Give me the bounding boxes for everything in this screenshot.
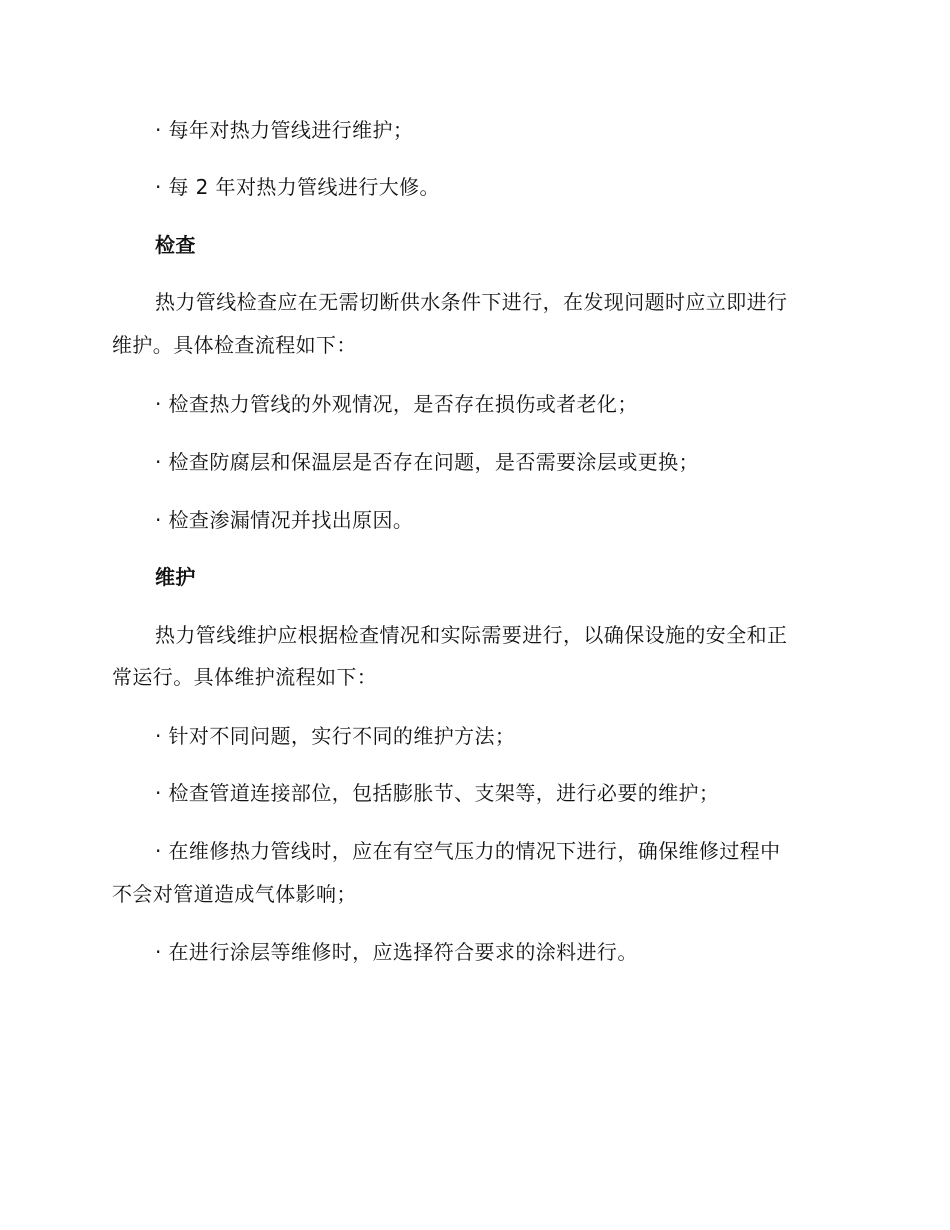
bullet-inspect-appearance: · 检查热力管线的外观情况，是否存在损伤或者老化； bbox=[155, 392, 638, 416]
paragraph-maintenance-line-2: 常运行。具体维护流程如下： bbox=[112, 665, 378, 689]
bullet-inspect-leakage: · 检查渗漏情况并找出原因。 bbox=[155, 508, 414, 532]
section-heading-inspection: 检查 bbox=[155, 233, 196, 257]
bullet-annual-maintenance: · 每年对热力管线进行维护； bbox=[155, 118, 414, 142]
bullet-biennial-overhaul: · 每 2 年对热力管线进行大修。 bbox=[155, 175, 440, 199]
bullet-check-connections: · 检查管道连接部位，包括膨胀节、支架等，进行必要的维护； bbox=[155, 781, 720, 805]
paragraph-inspection-line-2: 维护。具体检查流程如下： bbox=[112, 333, 357, 357]
bullet-coating-materials: · 在进行涂层等维修时，应选择符合要求的涂料进行。 bbox=[155, 940, 638, 964]
bullet-inspect-coating: · 检查防腐层和保温层是否存在问题，是否需要涂层或更换； bbox=[155, 450, 699, 474]
paragraph-maintenance-line-1: 热力管线维护应根据检查情况和实际需要进行，以确保设施的安全和正 bbox=[155, 623, 788, 647]
paragraph-inspection-line-1: 热力管线检查应在无需切断供水条件下进行，在发现问题时应立即进行 bbox=[155, 290, 788, 314]
section-heading-maintenance: 维护 bbox=[155, 565, 196, 589]
bullet-different-methods: · 针对不同问题，实行不同的维护方法； bbox=[155, 724, 516, 748]
bullet-air-pressure-line-1: · 在维修热力管线时，应在有空气压力的情况下进行，确保维修过程中 bbox=[155, 839, 781, 863]
bullet-air-pressure-line-2: 不会对管道造成气体影响； bbox=[112, 882, 357, 906]
